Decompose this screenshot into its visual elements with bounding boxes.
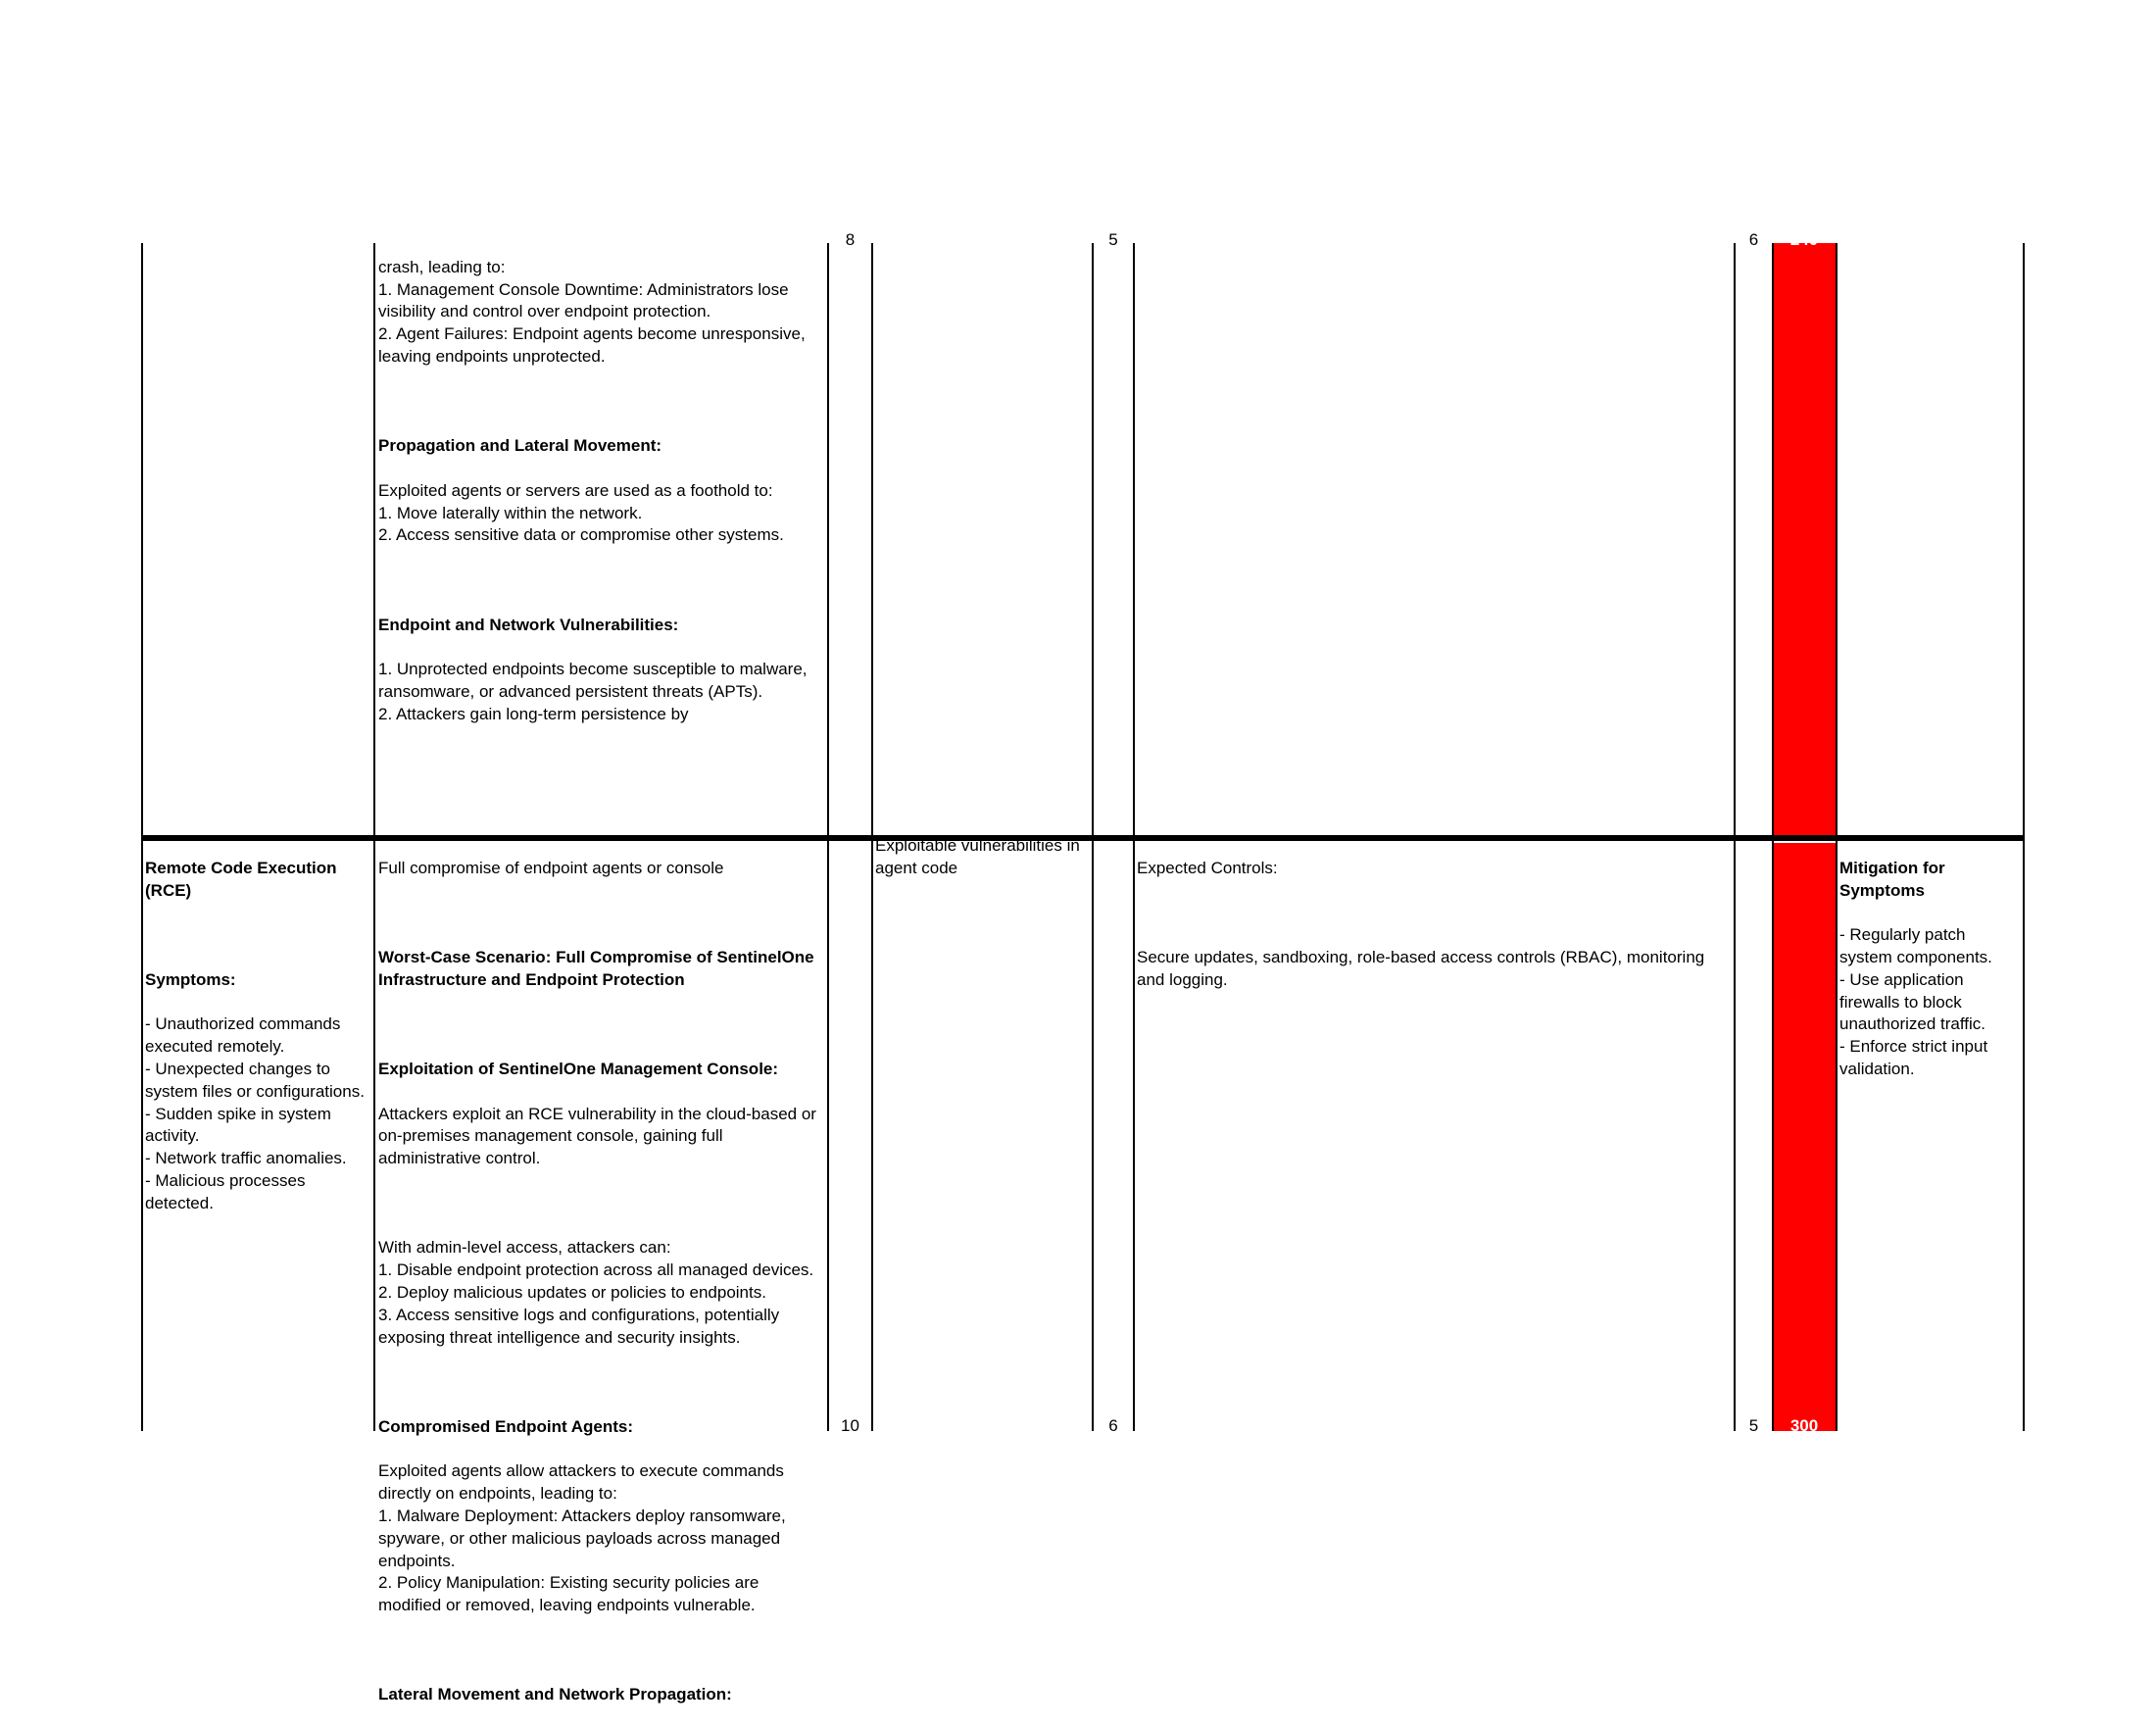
rce-agents-heading: Compromised Endpoint Agents: (378, 1416, 634, 1436)
top-section1-body: Exploited agents or servers are used as a foothold to: 1. Move laterally within the network. 2. Access sensitive data or compromise other systems. (378, 480, 784, 545)
rce-impact-cell (375, 835, 826, 1704)
top-row-impact-cell (375, 243, 826, 835)
top-detect-score-cell (1736, 230, 1772, 255)
rce-likelihood-score: 6 (1108, 1416, 1118, 1435)
top-section1-heading: Propagation and Lateral Movement: (378, 436, 662, 456)
rce-agents-body: Exploited agents allow attackers to execute commands directly on endpoints, leading to: 1. Malware Deployment: Attackers deploy ransomware, spyware, or other malicious payloads across managed endpoints. 2. Policy Manipulation: Existing security policies are modified or removed, leaving endpoints vulnerable. (378, 1461, 786, 1615)
top-likelihood-score: 5 (1108, 230, 1118, 249)
rce-impact-score: 10 (841, 1416, 859, 1435)
rce-risk-score-cell (1773, 1415, 1836, 1435)
rce-controls-cell (1137, 835, 1733, 1013)
rce-risk-score: 300 (1789, 1416, 1819, 1435)
rce-likelihood-score-cell (1094, 1415, 1133, 1435)
top-risk-score-cell (1773, 230, 1836, 255)
rce-admin-body: With admin-level access, attackers can: 1. Disable endpoint protection across all managed devices. 2. Deploy malicious updates or policies to endpoints. 3. Access sensitive logs and configurations, potentially exposing threat intelligence and security insights. (378, 1238, 814, 1347)
top-impact-text: crash, leading to: 1. Management Console Downtime: Administrators lose visibility and control over endpoint protection. 2. Agent Failures: Endpoint agents become unresponsive, leaving endpoints unprotected. (378, 257, 806, 366)
rce-threat-title: Remote Code Execution (RCE) (145, 858, 337, 900)
rce-controls-body: Secure updates, sandboxing, role-based access controls (RBAC), monitoring and logging. (1137, 947, 1705, 989)
rce-symptoms-heading: Symptoms: (145, 969, 236, 989)
rce-controls-heading: Expected Controls: (1137, 858, 1278, 877)
top-section2-heading: Endpoint and Network Vulnerabilities: (378, 615, 679, 634)
rce-impact-intro: Full compromise of endpoint agents or console (378, 858, 724, 877)
top-detect-score: 6 (1748, 230, 1759, 249)
rce-mitigation-cell (1839, 835, 2022, 1104)
rce-impact-score-cell (829, 1415, 871, 1435)
rce-detect-score: 5 (1748, 1416, 1759, 1435)
top-section2-body: 1. Unprotected endpoints become susceptible to malware, ransomware, or advanced persistent threats (APTs). 2. Attackers gain long-term persistence by (378, 660, 808, 723)
rce-cause-cell: Exploitable vulnerabilities in agent code (875, 836, 1080, 877)
risk-score-fill-rce (1773, 843, 1838, 1431)
rce-threat-cell (145, 835, 370, 1237)
rce-symptoms-list: - Unauthorized commands executed remotely. - Unexpected changes to system files or configurations. - Sudden spike in system activity. - Network traffic anomalies. - Malicious processes detected. (145, 1014, 365, 1212)
top-likelihood-score-cell (1094, 230, 1133, 255)
risk-score-fill-top (1773, 243, 1838, 836)
top-risk-score: 240 (1789, 230, 1819, 249)
top-impact-score-cell (829, 230, 871, 255)
rce-console-body: Attackers exploit an RCE vulnerability in the cloud-based or on-premises management console, gaining full administrative control. (378, 1104, 816, 1168)
rce-detect-score-cell (1736, 1415, 1772, 1435)
top-impact-score: 8 (845, 230, 856, 249)
rce-mitigation-body: - Regularly patch system components. - Use application firewalls to block unauthorized traffic. - Enforce strict input validation. (1839, 925, 1992, 1078)
rce-mitigation-heading: Mitigation for Symptoms (1839, 858, 1945, 900)
rce-lateral-heading: Lateral Movement and Network Propagation: (378, 1685, 732, 1704)
rce-worst-case-heading: Worst-Case Scenario: Full Compromise of SentinelOne Infrastructure and Endpoint Protection (378, 947, 814, 989)
rce-console-heading: Exploitation of SentinelOne Management Console: (378, 1059, 779, 1078)
